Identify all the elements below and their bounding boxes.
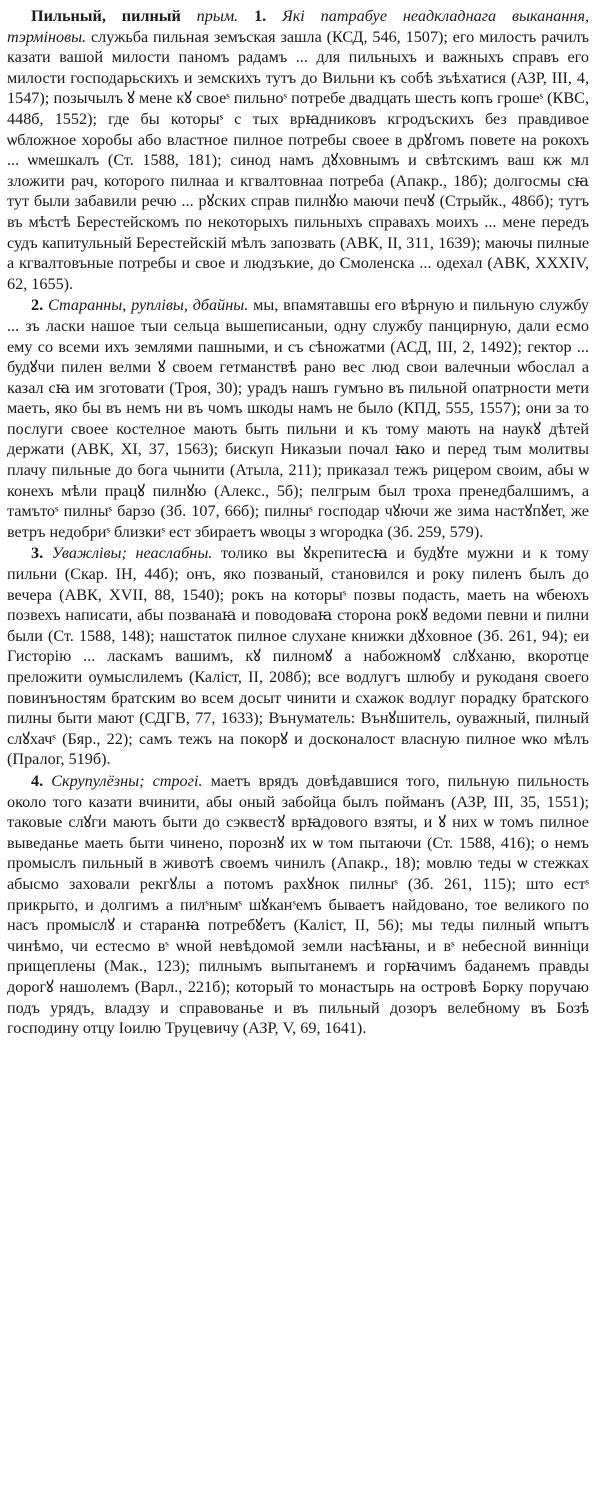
sense-2-gloss: Старанны, руплівы, дбайны. [48,296,249,315]
sense-1-paragraph [7,6,589,294]
sense-1-gloss: Які патрабуе неадкладнага выканання, тэрміновы. [7,7,590,46]
sense-4-gloss: Скрупулёзны; строгі. [51,771,203,790]
sense-2-number: 2. [31,296,44,315]
sense-4-citations: маетъ врядъ довѣдавшися того, пильную пильность около того казати вчинити, абы оный забойца былъ пойманъ (АЗР, III, 35, 1551); таковые слꙋги мають быти до сэквестꙋ врꙗдового взяты, и ꙋ них ѡ томъ пилное выведанье маеть быти чинено, порознꙋ их ѡ том пытаючи (Ст. 1588, 416); о немъ промыслъ пильный в животѣ своемъ чинилъ (Апакр., 18); мовлю теды ѡ стежках абысмо заховали рекгꙋлы а потомъ рахꙋнок пилныˢ (Зб. 261, 115); што естˢ прикрыто, и долгимъ а пилˢнымˢ шꙋканˢемъ бываетъ найдовано, тое великого по насъ промыслꙋ и старанꙗ потребꙋетъ (Каліст, II, 56); мы теды пилный ѡпытъ чинѣмо, чи естесмо вˢ ѡной невѣдомой земли насѣꙗны, и вˢ небесной виннiци прищеплены (Мак., 123); пилнымъ выпытанемъ и горꙗчимъ баданемъ правды дорогꙋ нашолемъ (Варл., 221б); который то монастырь на островѣ Борку поручаю подъ урядъ, владзу и справованье и въ пильный дозоръ велебному въ Бозѣ господину отцу Іоилю Труцевичу (АЗР, V, 69, 1641). [7,771,590,1038]
headword: Пильный, пилный [31,7,181,25]
sense-2-paragraph [7,295,589,542]
sense-4-number: 4. [31,771,44,790]
sense-4-paragraph [7,771,589,1039]
sense-3-gloss: Уважлівы; неаслабны. [51,544,213,563]
sense-1-citations: служьба пильная земъская зашла (КСД, 546, 1507); его милость рачилъ казати вашой милости паномъ радамъ ... для пильныхъ и важныхъ справъ его милости господарьскихъ и земскихъ тутъ до Вильни къ собѣ зъѣхатися (АЗР, III, 4, 1547); позычылъ ꙋ мене кꙋ своеˢ пильноˢ потребе двадцать шесть копъ грошеˢ (КВС, 448б, 1552); где бы которыˢ с тых врꙗдниковъ кгродъскихъ без правдивое ѡбложное хоробы або властное пилное потребы своее в дрꙋгомъ повете на рокохъ ... ѡмешкалъ (Ст. 1588, 181); синод намъ дꙋховнымъ и свѣтскимъ ваш кж мл зложити рач, которого пилнаа и кгвалтовнаа потреба (Апакр., 18б); долгосмы сꙗ тут были забавили речю ... рꙋских справ пилнꙋю маючи печꙋ (Стрыйк., 486б); тутъ въ мѣстѣ Берестейскомъ по некоторыхъ пильныхъ справахъ моихъ ... мене передъ судъ капитульный Берестейскiй мѣлъ запозвать (АВК, II, 311, 1639); маючы пилные а кгвалтовъные потребы и свое и людзъкие, до Смоленска ... одехал (АВК, XXXIV, 62, 1655). [7,27,590,293]
sense-3-number: 3. [31,544,44,563]
grammar-label: прым. [196,7,239,25]
sense-3-paragraph [7,543,589,770]
sense-2-citations: мы, впамятавшы его вѣрную и пильную службу ... зъ ласки нашое тыи сельца вышеписаныи, одну службу панцирную, дали есмо ему со всеми ихъ землями пашными, и съ сѣножатми (АСД, III, 2, 1492); гектор ... будꙋчи пилен велми ꙋ своем гетманствѣ рано вес люд свои валечныи ѡбослал а казал сꙗ им зготовати (Троя, 30); урадъ нашъ гумъно въ пильной опатрности мети маеть, яко бы въ немъ ни въ чомъ шкоды намъ не было (КПД, 555, 1557); они за то послуги своее костелное мають быть пильни и къ тому мають на наукꙋ дѣтей держати (АВК, XI, 37, 1563); бискуп Никазыи почал ꙗко и перед тым молитвы плачу пильные до бога чынити (Атыла, 211); приказал тежъ рицером своим, абы ѡ конехъ мѣли працꙋ пилнꙋю (Алекс., 5б); пелгрым был троха пренедбалшимъ, а тамътоˢ пилныˢ барзо (Зб. 107, 66б); пилныˢ господар чꙋючи же зима настꙋпꙋет, же ветръ недобриˢ близкиˢ ест збираетъ ѡвоцы з ѡгородка (Зб. 259, 579). [7,296,590,541]
sense-1-number: 1. [254,7,267,25]
sense-3-citations: толико вы ꙋкрепитесꙗ и будꙋте мужни и к тому пильни (Скар. IH, 44б); онъ, яко позваный, становился и року пиленъ былъ до вечера (АВК, XVII, 88, 1540); рокъ на которыˢ позвы подасть, маеть на ѡбеюхъ позвехъ написати, абы позванаꙗ и поводоваꙗ сторона рокꙋ ведоми певни и пилни были (Ст. 1588, 148); нашстаток пилное слухане книжки дꙋховное (Зб. 261, 94); еи Гисторію ... ласкамъ вашимъ, кꙋ пилномꙋ а набожномꙋ слꙋханю, вкоротце преложити оумыслилемъ (Каліст, II, 208б); все водлугъ шлюбу и рукоданя своего повинъностям братским во всем досыт чинити и схажок водлуг порадку братского пилны быти мают (СДГВ, 77, 1633); Вънуматель: Вънꙋшитель, оуважный, пилный слꙋхачˢ (Бяр., 22); самъ тежъ на покорꙋ и досконалост власную пилное ѡко мѣлъ (Пралог, 519б). [7,544,590,769]
